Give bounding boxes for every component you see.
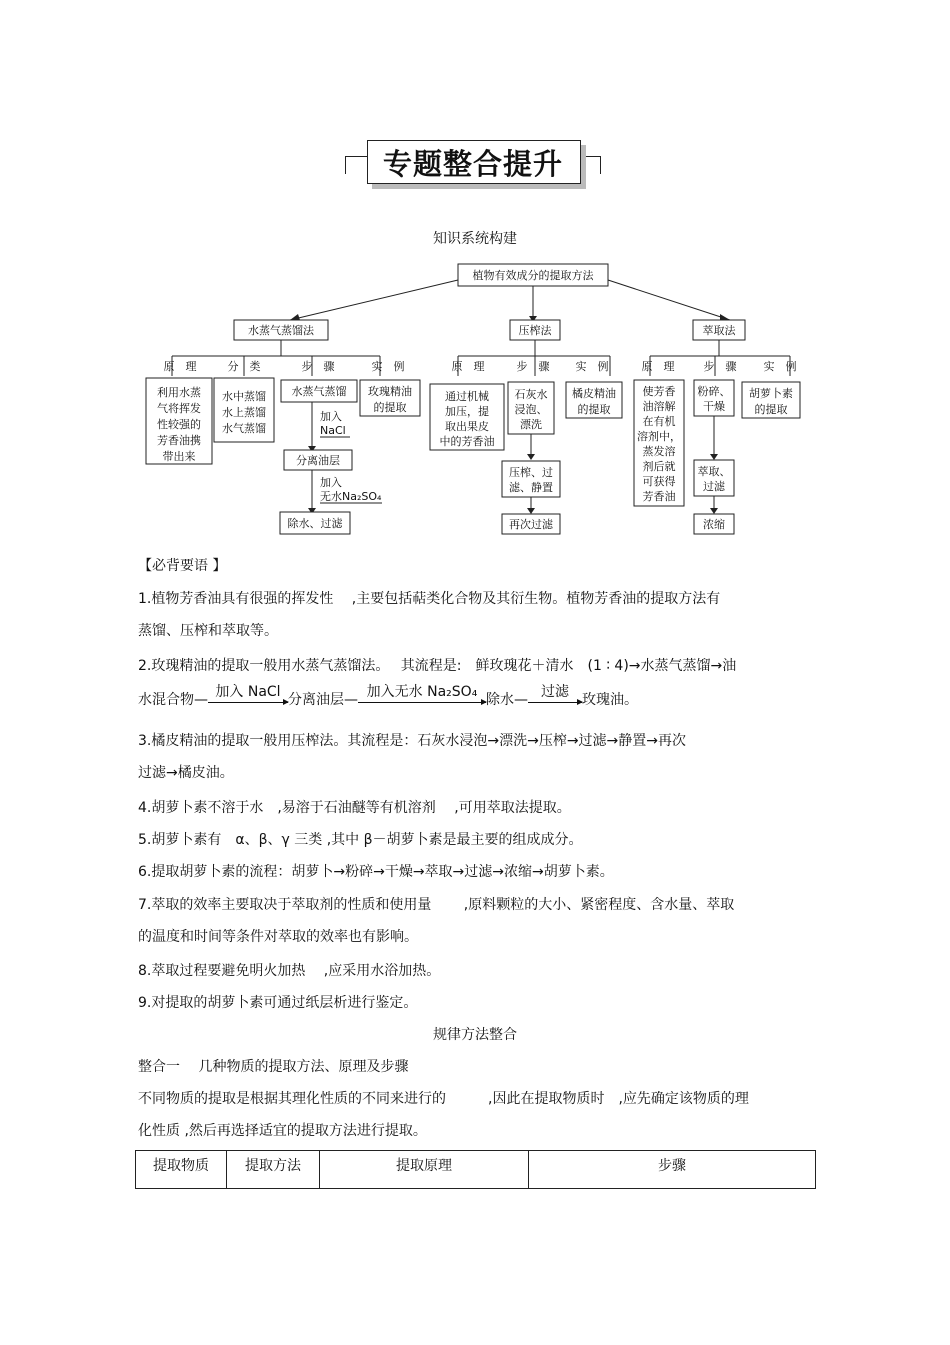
flow-text-mid2: 除水— bbox=[486, 692, 528, 708]
press-principle-3: 取出果皮 bbox=[445, 420, 489, 433]
press-step1-2: 浸泡、 bbox=[514, 403, 548, 416]
steam-add1-line2: NaCl bbox=[320, 424, 346, 437]
recite-p6: 6.提取胡萝卜素的流程：胡萝卜→粉碎→干燥→萃取→过滤→浓缩→胡萝卜素。 bbox=[138, 864, 614, 880]
press-step2-2: 滤、静置 bbox=[509, 481, 553, 494]
extract-principle-7: 可获得 bbox=[642, 475, 676, 488]
banner-tick-right bbox=[600, 156, 601, 174]
banner-title: 专题整合提升 bbox=[382, 147, 563, 181]
extract-header-steps: 步 骤 bbox=[703, 360, 737, 373]
flow-arrow-2-label: 加入无水 Na₂SO₄ bbox=[366, 684, 478, 700]
concept-diagram bbox=[140, 258, 820, 540]
methods-table bbox=[135, 1150, 816, 1189]
recite-p1-line1: 1.植物芳香油具有很强的挥发性 ,主要包括萜类化合物及其衍生物。植物芳香油的提取方法有 bbox=[138, 591, 721, 607]
extract-step1-1: 粉碎、 bbox=[697, 385, 731, 398]
recite-p5: 5.胡萝卜素有 α、β、γ 三类 ,其中 β－胡萝卜素是最主要的组成成分。 bbox=[138, 832, 583, 848]
section-title-methods: 规律方法整合 bbox=[433, 1027, 517, 1043]
press-principle-1: 通过机械 bbox=[445, 390, 489, 403]
steam-type-3: 水气蒸馏 bbox=[222, 422, 266, 435]
recite-p2-line2 bbox=[138, 684, 638, 709]
extract-principle-6: 剂后就 bbox=[642, 460, 676, 473]
recite-p7-line2: 的温度和时间等条件对萃取的效率也有影响。 bbox=[138, 929, 418, 945]
recite-p7-line1: 7.萃取的效率主要取决于萃取剂的性质和使用量 ,原料颗粒的大小、紧密程度、含水量、萃取 bbox=[138, 897, 735, 913]
steam-example-1: 玫瑰精油 bbox=[368, 385, 412, 398]
flow-arrow-3 bbox=[528, 684, 582, 709]
recite-p3-line1: 3.橘皮精油的提取一般用压榨法。其流程是：石灰水浸泡→漂洗→压榨→过滤→静置→再次 bbox=[138, 733, 687, 749]
section2-subtitle: 整合一 几种物质的提取方法、原理及步骤 bbox=[138, 1059, 409, 1075]
flow-arrow-1 bbox=[208, 684, 288, 709]
table-header-steps: 步骤 bbox=[529, 1151, 816, 1189]
press-header-principle: 原 理 bbox=[451, 360, 485, 373]
steam-principle-4: 芳香油携 bbox=[157, 434, 201, 447]
table-header-row bbox=[136, 1151, 816, 1189]
steam-add2-line2: 无水Na₂SO₄ bbox=[320, 490, 382, 503]
banner-rule-left bbox=[345, 156, 367, 157]
recite-p8: 8.萃取过程要避免明火加热 ,应采用水浴加热。 bbox=[138, 963, 441, 979]
steam-type-1: 水中蒸馏 bbox=[222, 390, 266, 403]
table-header-substance: 提取物质 bbox=[136, 1151, 227, 1189]
steam-principle-1: 利用水蒸 bbox=[157, 386, 201, 399]
flow-text-start: 水混合物— bbox=[138, 692, 208, 708]
press-step1-3: 漂洗 bbox=[520, 418, 542, 431]
steam-header-principle: 原 理 bbox=[163, 360, 197, 373]
extract-principle-3: 在有机 bbox=[642, 415, 676, 428]
section2-p1-line2: 化性质 ,然后再选择适宜的提取方法进行提取。 bbox=[138, 1123, 427, 1139]
section-title-knowledge: 知识系统构建 bbox=[433, 231, 517, 247]
steam-principle-5: 带出来 bbox=[162, 450, 196, 463]
extract-step3: 浓缩 bbox=[703, 518, 725, 531]
extract-step1-2: 干燥 bbox=[703, 400, 725, 413]
extract-principle-2: 油溶解 bbox=[642, 400, 676, 413]
recite-p3-line2: 过滤→橘皮油。 bbox=[138, 765, 234, 781]
flow-text-end: 玫瑰油。 bbox=[582, 692, 638, 708]
press-step1-1: 石灰水 bbox=[514, 388, 548, 401]
flow-arrow-1-label: 加入 NaCl bbox=[215, 684, 281, 700]
steam-add1-line1: 加入 bbox=[320, 410, 342, 423]
extract-principle-4: 溶剂中， bbox=[637, 430, 681, 443]
extract-principle-5: 蒸发溶 bbox=[642, 445, 676, 458]
must-recite-heading: 【必背要语 】 bbox=[138, 558, 227, 574]
recite-p2-line1: 2.玫瑰精油的提取一般用水蒸气蒸馏法。 其流程是: 鲜玫瑰花＋清水 (1 ∶ 4)→水蒸气蒸馏→油 bbox=[138, 658, 737, 674]
steam-header-types: 分 类 bbox=[227, 360, 261, 373]
extract-step2-1: 萃取、 bbox=[697, 465, 731, 478]
extract-principle-1: 使芳香 bbox=[642, 385, 676, 398]
extract-principle-8: 芳香油 bbox=[642, 490, 676, 503]
flow-arrow-3-label: 过滤 bbox=[541, 684, 569, 700]
chapter-banner bbox=[345, 140, 605, 188]
steam-header-example: 实 例 bbox=[371, 360, 405, 373]
steam-principle-3: 性较强的 bbox=[157, 418, 201, 431]
method-steam: 水蒸气蒸馏法 bbox=[248, 324, 314, 337]
press-principle-4: 中的芳香油 bbox=[439, 435, 495, 448]
extract-header-principle: 原 理 bbox=[641, 360, 675, 373]
press-example-2: 的提取 bbox=[577, 403, 611, 416]
banner-tick-left bbox=[345, 156, 346, 174]
extract-header-example: 实 例 bbox=[763, 360, 797, 373]
steam-principle-2: 气将挥发 bbox=[157, 402, 201, 415]
press-example-1: 橘皮精油 bbox=[572, 387, 616, 400]
steam-type-2: 水上蒸馏 bbox=[222, 406, 266, 419]
banner-rule-right bbox=[579, 156, 601, 157]
section2-p1-line1: 不同物质的提取是根据其理化性质的不同来进行的 ,因此在提取物质时 ,应先确定该物质的理 bbox=[138, 1091, 749, 1107]
root-label: 植物有效成分的提取方法 bbox=[472, 269, 594, 282]
table-header-method: 提取方法 bbox=[227, 1151, 320, 1189]
steam-step3: 除水、过滤 bbox=[287, 517, 343, 530]
recite-p4: 4.胡萝卜素不溶于水 ,易溶于石油醚等有机溶剂 ,可用萃取法提取。 bbox=[138, 800, 571, 816]
extract-step2-2: 过滤 bbox=[703, 480, 725, 493]
press-step2-1: 压榨、过 bbox=[509, 466, 553, 479]
steam-example-2: 的提取 bbox=[373, 401, 407, 414]
press-principle-2: 加压，提 bbox=[445, 405, 489, 418]
steam-add2-line1: 加入 bbox=[320, 476, 342, 489]
press-header-steps: 步 骤 bbox=[516, 360, 550, 373]
table-header-principle: 提取原理 bbox=[320, 1151, 529, 1189]
steam-header-steps: 步 骤 bbox=[301, 360, 335, 373]
method-press: 压榨法 bbox=[518, 324, 552, 337]
method-extract: 萃取法 bbox=[702, 324, 736, 337]
steam-step2: 分离油层 bbox=[296, 454, 340, 467]
extract-example-2: 的提取 bbox=[754, 403, 788, 416]
flow-arrow-2 bbox=[358, 684, 486, 709]
extract-example-1: 胡萝卜素 bbox=[749, 387, 793, 400]
press-header-example: 实 例 bbox=[575, 360, 609, 373]
press-step3: 再次过滤 bbox=[509, 518, 553, 531]
recite-p9: 9.对提取的胡萝卜素可通过纸层析进行鉴定。 bbox=[138, 995, 418, 1011]
flow-text-mid1: 分离油层— bbox=[288, 692, 358, 708]
steam-step1: 水蒸气蒸馏 bbox=[291, 385, 347, 398]
recite-p1-line2: 蒸馏、压榨和萃取等。 bbox=[138, 623, 278, 639]
